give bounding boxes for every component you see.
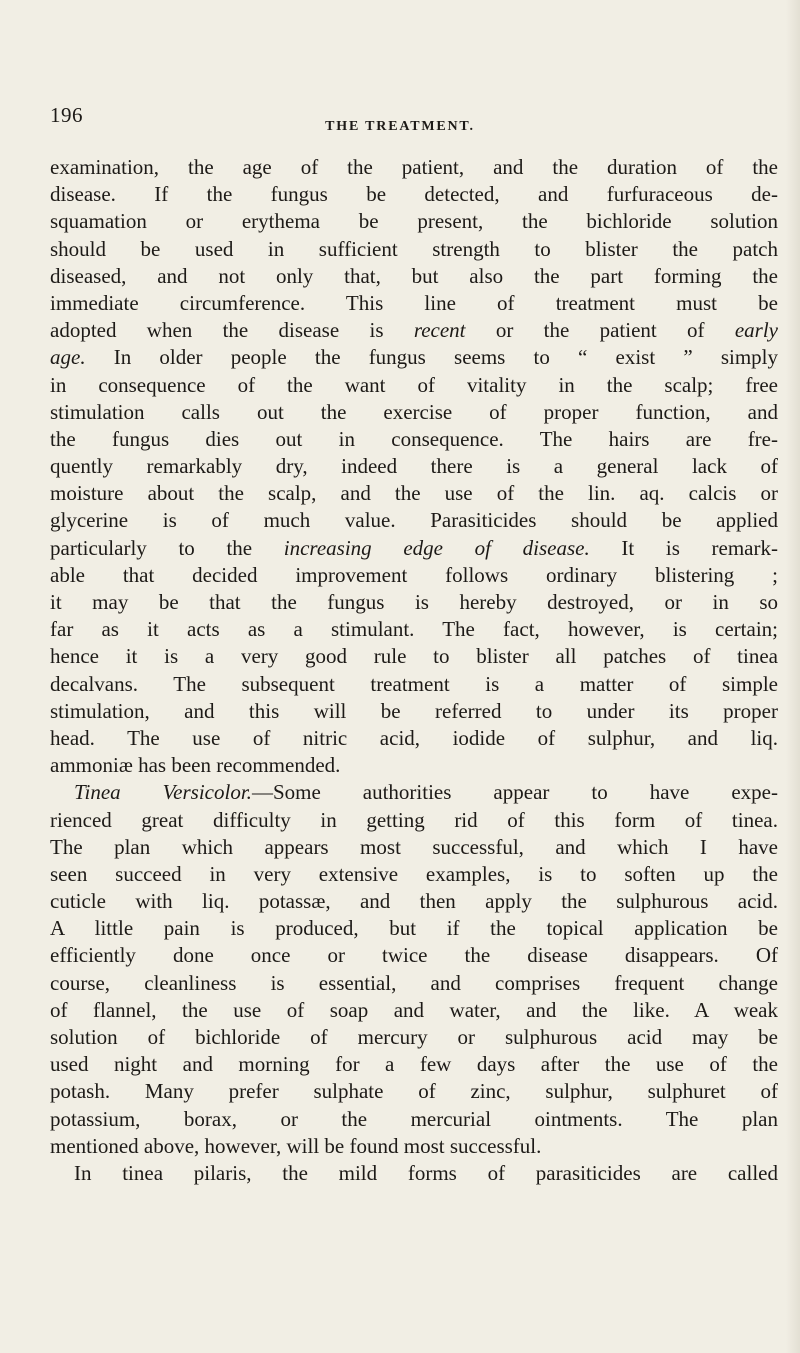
line-text: far as it acts as a stimulant. The fact, however, is certain; [50, 617, 778, 642]
text-line [50, 426, 778, 453]
line-text: cuticle with liq. potassæ, and then apply the sulphurous acid. [50, 889, 778, 914]
italic-text: increasing edge of disease. [283, 535, 590, 560]
text-line [50, 915, 778, 942]
line-text: potash. Many prefer sulphate of zinc, sulphur, sulphuret of [50, 1079, 778, 1104]
text-line [50, 290, 778, 317]
line-text: should be used in sufficient strength to blister the patch [50, 236, 778, 261]
italic-text: recent [413, 318, 466, 343]
page-number: 196 [50, 103, 83, 127]
body-text [50, 154, 778, 1187]
line-text: solution of bichloride of mercury or sulphurous acid may be [50, 1025, 778, 1049]
line-text: course, cleanliness is essential, and comprises frequent change [50, 970, 778, 995]
text-line [50, 1160, 778, 1187]
text-line [50, 1024, 778, 1051]
line-text: —Some authorities appear to have expe- [251, 780, 778, 805]
text-line [50, 535, 778, 562]
line-text: squamation or erythema be present, the bichloride solution [50, 209, 778, 234]
text-line [50, 643, 778, 670]
line-text: quently remarkably dry, indeed there is a general lack of [50, 454, 778, 479]
line-text: used night and morning for a few days after the use of the [50, 1052, 778, 1077]
text-line [50, 834, 778, 861]
text-line [50, 752, 778, 779]
text-line [50, 480, 778, 507]
line-text: potassium, borax, or the mercurial ointments. The plan [50, 1106, 778, 1131]
line-text: In older people the fungus seems to “ exist ” simply [85, 345, 778, 370]
text-line [50, 671, 778, 698]
text-line [50, 1133, 778, 1160]
text-line [50, 807, 778, 834]
text-line [50, 861, 778, 888]
text-line [50, 997, 778, 1024]
text-line [50, 317, 778, 344]
text-line [50, 208, 778, 235]
text-line [50, 181, 778, 208]
italic-text: age. [50, 345, 86, 370]
text-line [50, 507, 778, 534]
line-text: hence it is a very good rule to blister all patches of tinea [50, 644, 778, 669]
line-text: A little pain is produced, but if the topical application be [50, 916, 778, 941]
line-text: decalvans. The subsequent treatment is a matter of simple [50, 671, 778, 696]
line-text: particularly to the [50, 535, 284, 560]
text-line [50, 1106, 778, 1133]
text-line [50, 725, 778, 752]
line-text: immediate circumference. This line of treatment must be [50, 290, 778, 315]
text-line [50, 1051, 778, 1078]
line-text: stimulation calls out the exercise of proper function, and [50, 399, 778, 424]
line-text: mentioned above, however, will be found most successful. [50, 1133, 542, 1158]
line-text: able that decided improvement follows ordinary blistering ; [50, 562, 778, 587]
text-line [50, 589, 778, 616]
line-text: moisture about the scalp, and the use of the lin. aq. calcis or [50, 481, 778, 506]
line-text: of flannel, the use of soap and water, and the like. A weak [50, 997, 778, 1022]
line-text: In tinea pilaris, the mild forms of parasiticides are called [74, 1160, 778, 1185]
line-text: The plan which appears most successful, and which I have [50, 834, 778, 859]
text-line [50, 453, 778, 480]
text-line [50, 1078, 778, 1105]
line-text: the fungus dies out in consequence. The hairs are fre- [50, 426, 778, 451]
line-text: adopted when the disease is [50, 318, 414, 343]
text-line [50, 942, 778, 969]
text-line [50, 970, 778, 997]
line-text: glycerine is of much value. Parasiticides should be applied [50, 508, 778, 533]
text-line [50, 154, 778, 181]
line-text: disease. If the fungus be detected, and furfuraceous de- [50, 182, 778, 207]
line-text: seen succeed in very extensive examples, is to soften up the [50, 861, 778, 886]
line-text: head. The use of nitric acid, iodide of sulphur, and liq. [50, 725, 778, 750]
line-text: it may be that the fungus is hereby destroyed, or in so [50, 590, 778, 614]
text-line [50, 779, 778, 806]
text-line [50, 372, 778, 399]
line-text: examination, the age of the patient, and the duration of the [50, 155, 778, 179]
text-line [50, 399, 778, 426]
text-line [50, 562, 778, 589]
text-line [50, 698, 778, 725]
line-text: in consequence of the want of vitality in the scalp; free [50, 372, 778, 397]
text-line [50, 616, 778, 643]
italic-text: Tinea Versicolor. [74, 780, 252, 805]
text-line [50, 344, 778, 371]
text-line [50, 263, 778, 290]
italic-text: early [734, 318, 778, 343]
line-text: stimulation, and this will be referred to under its proper [50, 698, 778, 723]
line-text: It is remark- [589, 535, 778, 560]
text-line [50, 236, 778, 263]
line-text: or the patient of [465, 318, 735, 343]
line-text: ammoniæ has been recommended. [50, 753, 341, 778]
line-text: diseased, and not only that, but also the part forming the [50, 263, 778, 288]
line-text: efficiently done once or twice the disease disappears. Of [50, 943, 778, 968]
text-line [50, 888, 778, 915]
line-text: rienced great difficulty in getting rid of this form of tinea. [50, 807, 778, 832]
running-title: THE TREATMENT. [325, 119, 475, 134]
